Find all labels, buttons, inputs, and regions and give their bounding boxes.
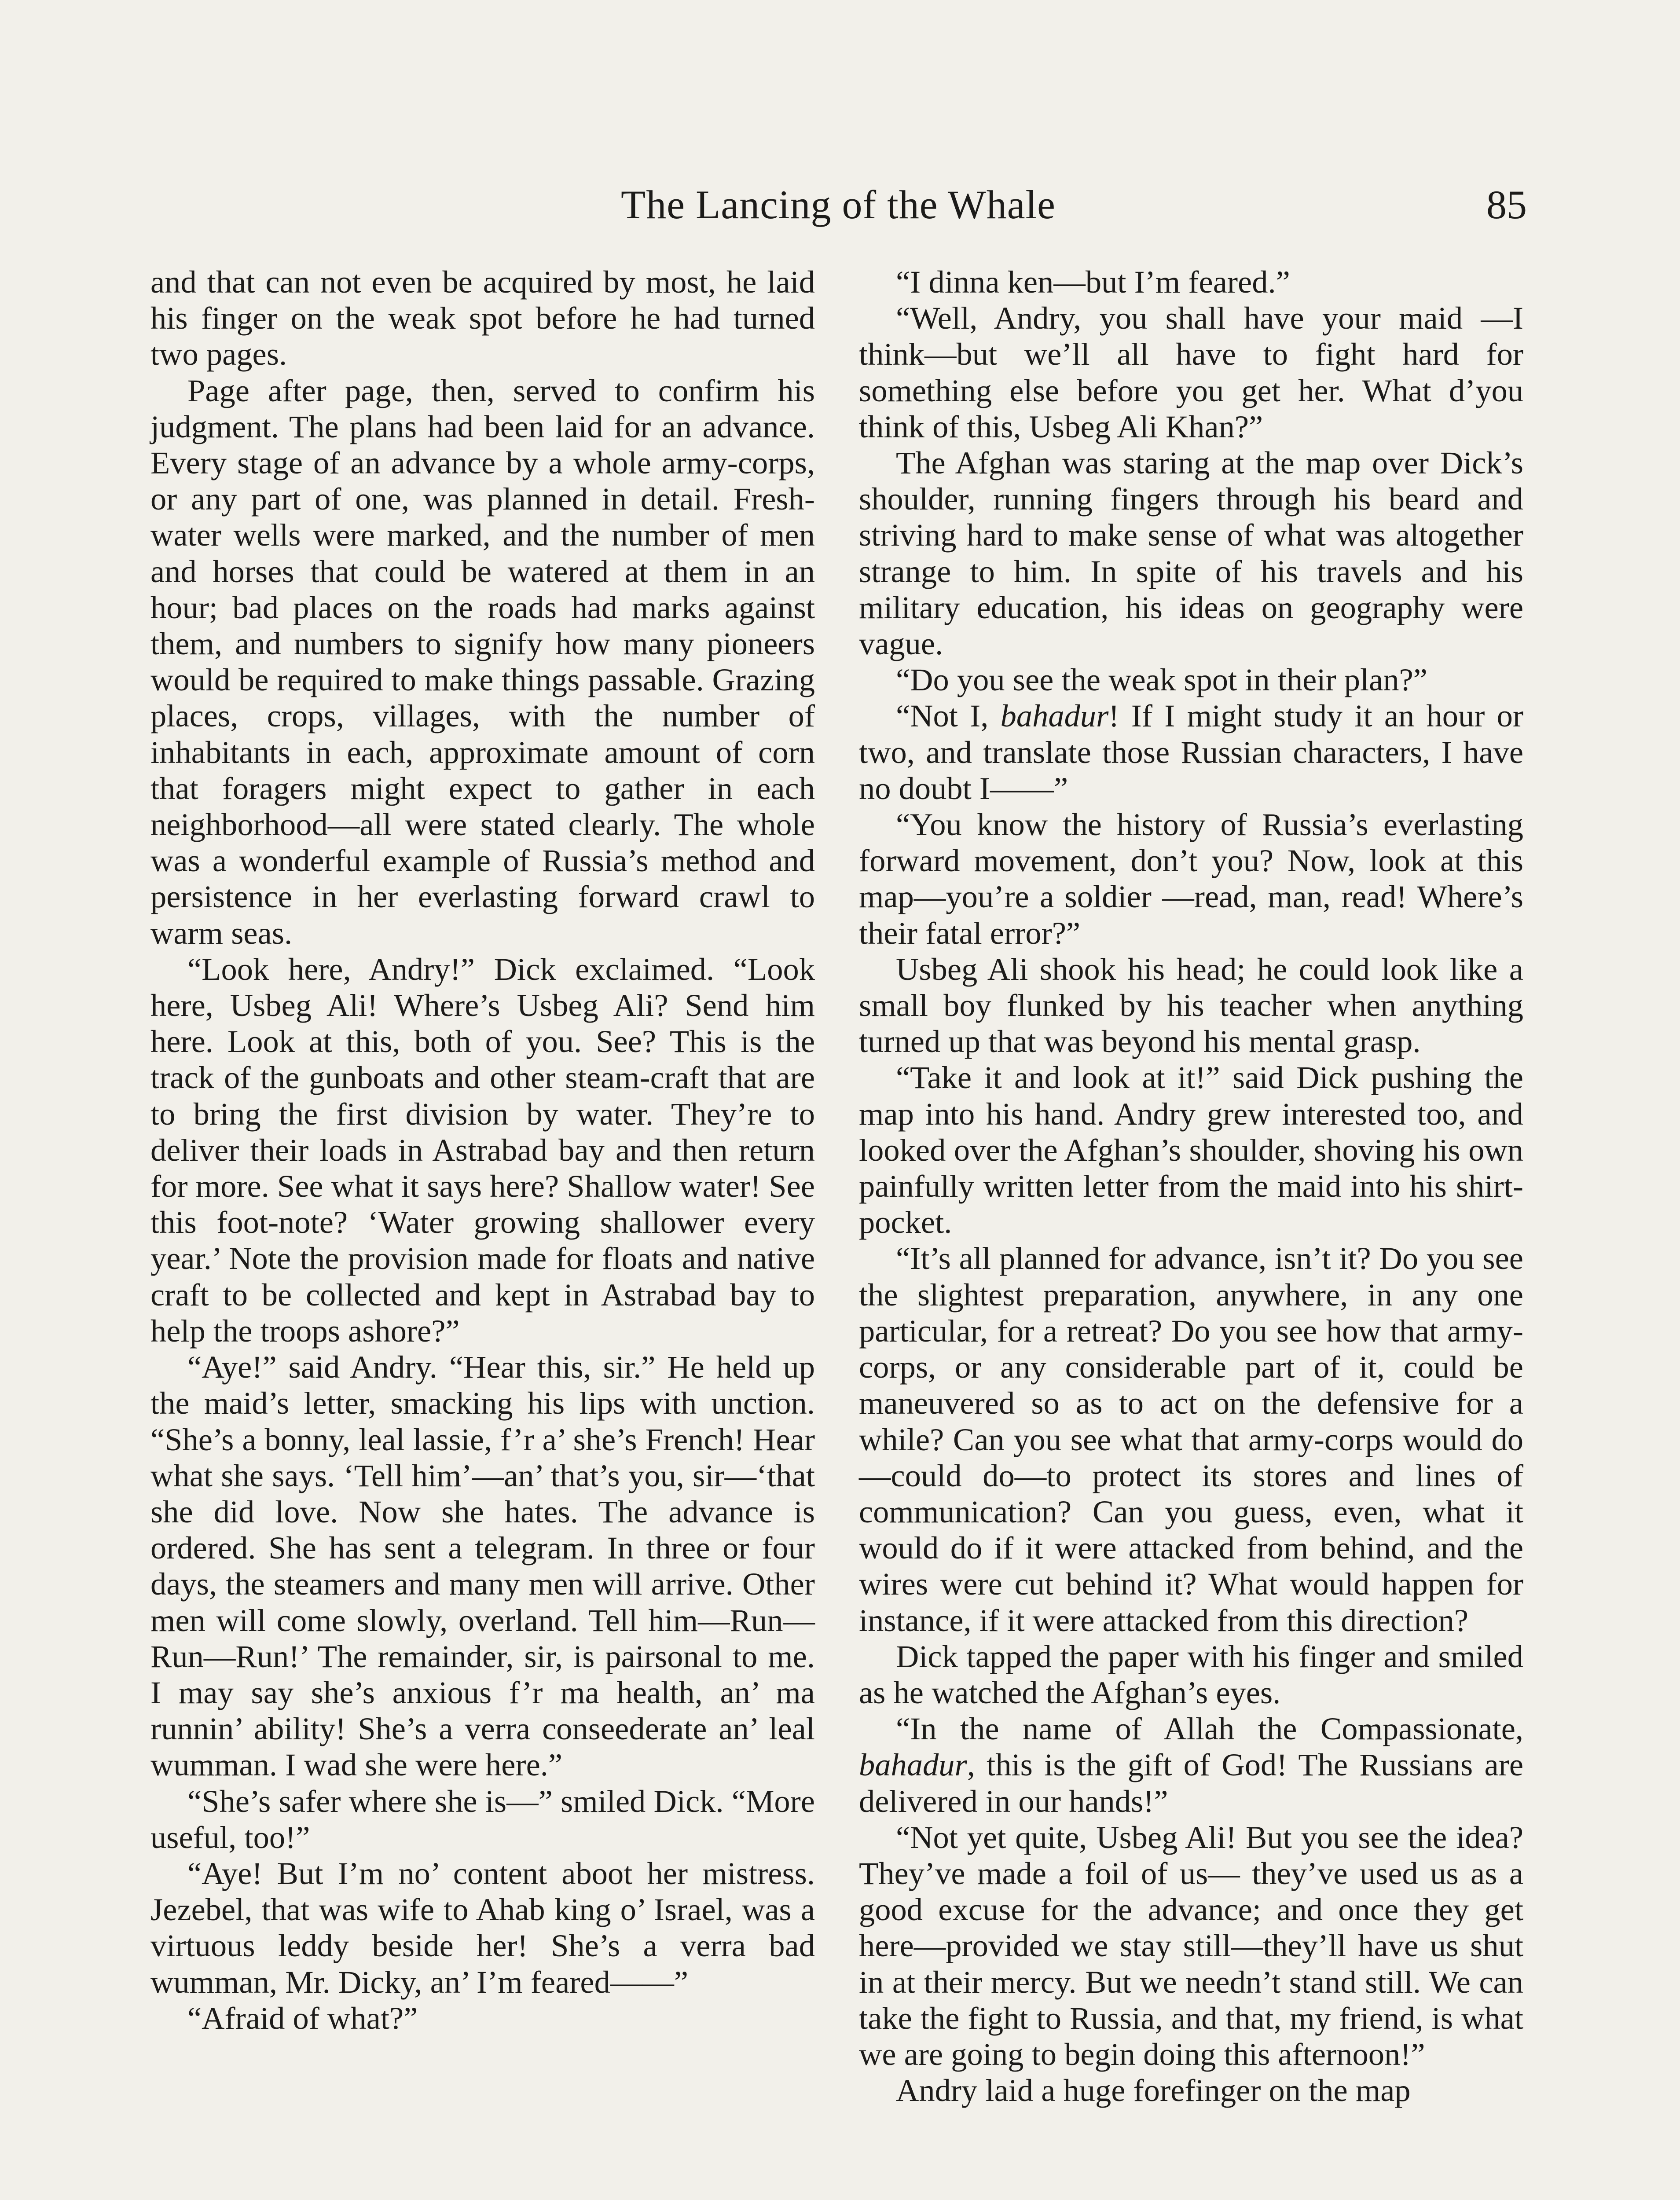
paragraph: “Take it and look at it!” said Dick pushing the map into his hand. Andry grew interested too, and looked over the Afghan’s shoulder, shoving his own painfully written letter from the maid into his shirt-pocket.	[859, 1060, 1523, 1240]
paragraph: Dick tapped the paper with his finger and smiled as he watched the Afghan’s eyes.	[859, 1638, 1523, 1710]
running-head	[150, 172, 1527, 238]
paragraph: Usbeg Ali shook his head; he could look like a small boy flunked by his teacher when anything turned up that was beyond his mental grasp.	[859, 951, 1523, 1060]
paragraph: “Aye!” said Andry. “Hear this, sir.” He held up the maid’s letter, smacking his lips with unction. “She’s a bonny, leal lassie, f’r a’ she’s French! Hear what she says. ‘Tell him’—an’ that’s you, sir—‘that she did love. Now she hates. The advance is ordered. She has sent a telegram. In three or four days, the steamers and many men will arrive. Other men will come slowly, overland. Tell him—Run—Run—Run!’ The remainder, sir, is pairsonal to me. I may say she’s anxious f’r ma health, an’ ma runnin’ ability! She’s a verra conseederate an’ leal wumman. I wad she were here.”	[150, 1349, 815, 1783]
paragraph: “She’s safer where she is—” smiled Dick. “More useful, too!”	[150, 1783, 815, 1855]
paragraph: The Afghan was staring at the map over Dick’s shoulder, running fingers through his beard and striving hard to make sense of what was altogether strange to him. In spite of his travels and his military education, his ideas on geography were vague.	[859, 445, 1523, 662]
chapter-title: The Lancing of the Whale	[621, 182, 1056, 227]
paragraph: Page after page, then, served to confirm his judgment. The plans had been laid for an advance. Every stage of an advance by a whole army-corps, or any part of one, was planned in detail. Fresh-water wells were marked, and the number of men and horses that could be watered at them in an hour; bad places on the roads had marks against them, and numbers to signify how many pioneers would be required to make things passable. Grazing places, crops, villages, with the number of inhabitants in each, approximate amount of corn that foragers might expect to gather in each neighborhood—all were stated clearly. The whole was a wonderful example of Russia’s method and persistence in her everlasting forward crawl to warm seas.	[150, 372, 815, 951]
paragraph: “In the name of Allah the Compassionate, bahadur, this is the gift of God! The Russians are delivered in our hands!”	[859, 1711, 1523, 1819]
paragraph: “It’s all planned for advance, isn’t it? Do you see the slightest preparation, anywhere, in any one particular, for a retreat? Do you see how that army-corps, or any considerable part of it, could be maneuvered so as to act on the defensive for a while? Can you see what that army-corps would do—could do—to protect its stores and lines of communication? Can you guess, even, what it would do if it were attacked from behind, and the wires were cut behind it? What would happen for instance, if it were attacked from this direction?	[859, 1240, 1523, 1638]
right-column	[859, 264, 1523, 2108]
left-column	[150, 264, 815, 2036]
paragraph: “You know the history of Russia’s everlasting forward movement, don’t you? Now, look at this map—you’re a soldier —read, man, read! Where’s their fatal error?”	[859, 807, 1523, 951]
paragraph: “Not I, bahadur! If I might study it an hour or two, and translate those Russian characters, I have no doubt I——”	[859, 698, 1524, 806]
italic-word: bahadur	[1000, 698, 1109, 734]
paragraph: “Look here, Andry!” Dick exclaimed. “Look here, Usbeg Ali! Where’s Usbeg Ali? Send him here. Look at this, both of you. See? This is the track of the gunboats and other steam-craft that are to bring the first division by water. They’re to deliver their loads in Astrabad bay and then return for more. See what it says here? Shallow water! See this foot-note? ‘Water growing shallower every year.’ Note the provision made for floats and native craft to be collected and kept in Astrabad bay to help the troops ashore?”	[150, 951, 815, 1349]
italic-word: bahadur	[859, 1747, 967, 1783]
paragraph: “Not yet quite, Usbeg Ali! But you see the idea? They’ve made a foil of us— they’ve used us as a good excuse for the advance; and once they get here—provided we stay still—they’ll have us shut in at their mercy. But we needn’t stand still. We can take the fight to Russia, and that, my friend, is what we are going to begin doing this afternoon!”	[859, 1819, 1523, 2072]
paragraph: and that can not even be acquired by most, he laid his finger on the weak spot before he had turned two pages.	[150, 264, 815, 372]
paragraph: “Do you see the weak spot in their plan?”	[896, 662, 1427, 698]
page-number: 85	[1486, 182, 1527, 227]
paragraph: Andry laid a huge forefinger on the map	[896, 2072, 1411, 2108]
paragraph: “Afraid of what?”	[187, 2000, 418, 2036]
paragraph: “I dinna ken—but I’m feared.”	[896, 264, 1290, 300]
paragraph: “Well, Andry, you shall have your maid —I think—but we’ll all have to fight hard for something else before you get her. What d’you think of this, Usbeg Ali Khan?”	[859, 300, 1523, 444]
paragraph: “Aye! But I’m no’ content aboot her mistress. Jezebel, that was wife to Ahab king o’ Israel, was a virtuous leddy beside her! She’s a verra bad wumman, Mr. Dicky, an’ I’m feared——”	[150, 1855, 815, 2000]
